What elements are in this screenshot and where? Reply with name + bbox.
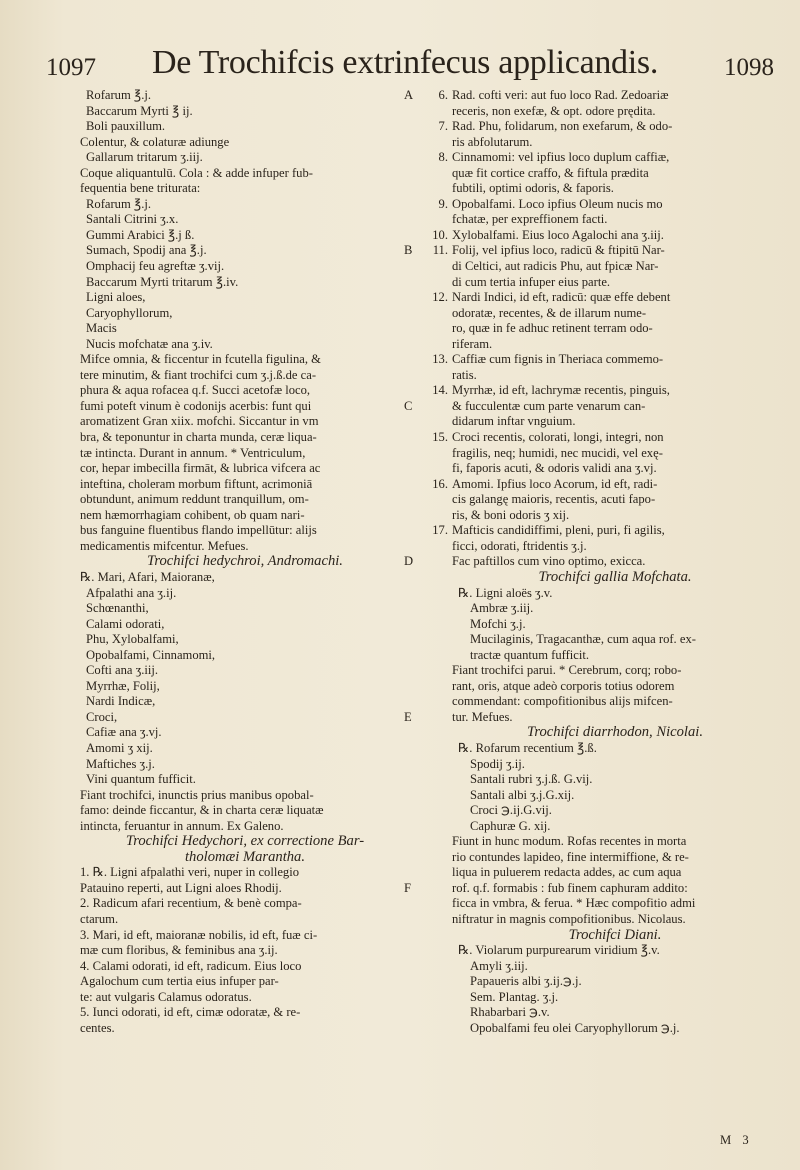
gutter-row xyxy=(404,865,452,881)
left-text-line: Cafiæ ana ʒ.vj. xyxy=(86,725,162,740)
page-number-right: 1098 xyxy=(724,54,774,81)
running-title: De Trochifcis extrinfecus applicandis. xyxy=(152,44,659,81)
gutter-row xyxy=(404,554,452,570)
gutter-row xyxy=(404,617,452,633)
right-text-line: receris, non exefæ, & opt. odore prędita. xyxy=(452,103,656,118)
gutter-row xyxy=(404,243,452,259)
gutter-row xyxy=(404,352,452,368)
gutter-row xyxy=(404,492,452,508)
left-text-line: Mifce omnia, & ficcentur in fcutella figulina, & xyxy=(80,352,321,367)
gutter-row xyxy=(404,290,452,306)
gutter-row xyxy=(404,368,452,384)
left-text-line: aromatizent Gran xiix. mofchi. Siccantur in vm xyxy=(80,414,319,429)
left-text-line: Schœnanthi, xyxy=(86,601,149,616)
gutter-row xyxy=(404,135,452,151)
left-text-line: 3. Mari, id eft, maioranæ nobilis, id eft, fuæ ci- xyxy=(80,927,318,942)
gutter-row xyxy=(404,772,452,788)
section-letter: B xyxy=(404,243,413,258)
right-text-line: Croci recentis, colorati, longi, integri, non xyxy=(452,430,664,445)
right-text-heading: Trochifci gallia Mofchata. xyxy=(538,568,692,585)
right-text-line: Opobalfami feu olei Caryophyllorum ℈.j. xyxy=(470,1020,680,1035)
gutter-row xyxy=(404,259,452,275)
right-text-line: Mucilaginis, Tragacanthæ, cum aqua rof. ex- xyxy=(470,632,696,647)
right-text-line: Mafticis candidiffimi, pleni, puri, fi agilis, xyxy=(452,523,665,538)
left-text-line: Macis xyxy=(86,321,117,336)
gutter-row xyxy=(404,104,452,120)
left-text-line: intincta, feruantur in annum. Ex Galeno. xyxy=(80,818,284,833)
gutter-row xyxy=(404,430,452,446)
right-text-line: fragilis, neq; humidi, nec mucidi, vel exę- xyxy=(452,445,663,460)
right-text-line: Fiunt in hunc modum. Rofas recentes in morta xyxy=(452,834,687,849)
section-letter: D xyxy=(404,554,414,569)
gutter-row xyxy=(404,710,452,726)
left-text-line: Cofti ana ʒ.iij. xyxy=(86,663,159,678)
right-text-line: fi, faporis acuti, & odoris validi ana ʒ.vj. xyxy=(452,461,657,476)
gutter-row xyxy=(404,788,452,804)
item-number: 13. xyxy=(432,352,448,367)
right-text-line: Croci ℈.ij.G.vij. xyxy=(470,803,552,818)
item-number: 10. xyxy=(432,227,448,242)
left-text-line: Sumach, Spodij ana ℥.j. xyxy=(86,243,207,258)
gutter-row xyxy=(404,663,452,679)
right-text-line: Amyli ʒ.iij. xyxy=(470,958,528,973)
right-text-line: odoratæ, recentes, & de illarum nume- xyxy=(452,305,647,320)
right-text-line: Nardi Indici, id eft, radicū: quæ effe debent xyxy=(452,290,671,305)
gutter-row xyxy=(404,819,452,835)
gutter-row xyxy=(404,181,452,197)
left-text-line: Opobalfami, Cinnamomi, xyxy=(86,647,216,662)
right-text-line: rio contundes lapideo, fine intermiffione, & re- xyxy=(452,849,689,864)
right-text-line: Sem. Plantag. ʒ.j. xyxy=(470,989,559,1004)
right-text-line: Ambræ ʒ.iij. xyxy=(470,601,534,616)
right-text-line: riferam. xyxy=(452,336,493,351)
right-text-line: Cinnamomi: vel ipfius loco duplum caffiæ, xyxy=(452,150,670,165)
gutter-row xyxy=(404,741,452,757)
gutter-row xyxy=(404,321,452,337)
item-number: 9. xyxy=(438,196,448,211)
item-number: 8. xyxy=(438,150,448,165)
right-text-line: Caphuræ G. xij. xyxy=(470,818,551,833)
left-text-line: Omphacij feu agreftæ ʒ.vij. xyxy=(86,259,225,274)
gutter-row xyxy=(404,414,452,430)
gutter-row xyxy=(404,523,452,539)
right-text-line: Opobalfami. Loco ipfius Oleum nucis mo xyxy=(452,196,663,211)
gutter-row xyxy=(404,881,452,897)
right-text-line: quæ fit cortice craffo, & fiftula prædita xyxy=(452,165,649,180)
right-text-line: di Celtici, aut radicis Phu, aut fpicæ Nar- xyxy=(452,259,659,274)
item-number: 15. xyxy=(432,430,448,445)
left-text-heading: tholomæi Marantha. xyxy=(185,848,305,865)
right-text-line: Rad. Phu, folidarum, non exefarum, & odo- xyxy=(452,119,673,134)
left-text-heading: Trochifci Hedychori, ex correctione Bar- xyxy=(125,833,365,850)
margin-gutter xyxy=(404,88,452,896)
left-text-line: Phu, Xylobalfami, xyxy=(86,632,179,647)
right-text-line: cis galangę maioris, recentis, acuti fapo- xyxy=(452,492,656,507)
right-text-line: fchatæ, per expreffionem facti. xyxy=(452,212,608,227)
left-text-line: phura & aqua rofacea q.f. Succi acetofæ loco, xyxy=(80,383,311,398)
gutter-row xyxy=(404,461,452,477)
left-text-line: Calami odorati, xyxy=(86,616,165,631)
gutter-row xyxy=(404,694,452,710)
right-text-line: ficci, odorati, ftridentis ʒ.j. xyxy=(452,538,587,553)
gutter-row xyxy=(404,212,452,228)
right-text-line: ratis. xyxy=(452,367,477,382)
left-text-line: cor, hepar imbecilla firmāt, & lubrica vifcera ac xyxy=(80,461,321,476)
left-text-heading: Trochifci hedychroi, Andromachi. xyxy=(147,553,343,570)
left-text-line: 1. ℞. Ligni afpalathi veri, nuper in collegio xyxy=(80,865,300,880)
right-text-line: Rhabarbari ℈.v. xyxy=(470,1005,550,1020)
gutter-row xyxy=(404,586,452,602)
gutter-row xyxy=(404,197,452,213)
left-text-line: famo: deinde ficcantur, & in charta ceræ liquatæ xyxy=(80,803,324,818)
gutter-row xyxy=(404,601,452,617)
section-letter: A xyxy=(404,88,414,102)
right-text-line: ℞. Rofarum recentium ℥.ß. xyxy=(458,740,597,755)
page-number-left: 1097 xyxy=(46,54,96,81)
gutter-row xyxy=(404,834,452,850)
gutter-row xyxy=(404,648,452,664)
gutter-row xyxy=(404,632,452,648)
gutter-row xyxy=(404,119,452,135)
left-text-line: centes. xyxy=(80,1020,115,1035)
item-number: 17. xyxy=(432,523,448,538)
right-text-line: ℞. Ligni aloës ʒ.v. xyxy=(458,585,553,600)
right-text-line: Rad. cofti veri: aut fuo loco Rad. Zedoariæ xyxy=(452,88,669,102)
right-text-line: Caffiæ cum fignis in Theriaca commemo- xyxy=(452,352,664,367)
gutter-row xyxy=(404,228,452,244)
item-number: 7. xyxy=(438,119,448,134)
right-text-line: Myrrhæ, id eft, lachrymæ recentis, pinguis, xyxy=(452,383,670,398)
left-text-line: Rofarum ℥.j. xyxy=(86,88,151,102)
right-text-line: di cum tertia infuper eius parte. xyxy=(452,274,611,289)
running-header xyxy=(46,44,784,88)
left-text-line: Amomi ʒ xij. xyxy=(86,740,153,755)
right-text-line: Folij, vel ipfius loco, radicū & ftipitū Nar- xyxy=(452,243,665,258)
left-text-line: 4. Calami odorati, id eft, radicum. Eius loco xyxy=(80,958,302,973)
gutter-row xyxy=(404,306,452,322)
right-text-line: liqua in puluerem redacta addes, ac cum aqua xyxy=(452,865,682,880)
gutter-row xyxy=(404,757,452,773)
right-text-line: ris, & boni odoris ʒ xij. xyxy=(452,507,570,522)
left-text-line: fequentia bene triturata: xyxy=(80,181,201,196)
left-text-line: Baccarum Myrti tritarum ℥.iv. xyxy=(86,274,239,289)
left-text-line: 2. Radicum afari recentium, & benè compa- xyxy=(80,896,302,911)
section-letter: C xyxy=(404,398,413,413)
left-text-line: Maftiches ʒ.j. xyxy=(86,756,155,771)
right-text-line: commendant: compofitionibus alijs mifcen- xyxy=(452,694,673,709)
gutter-row xyxy=(404,150,452,166)
left-text-line: 5. Iunci odorati, id eft, cimæ odoratæ, & re- xyxy=(80,1005,301,1020)
left-text-line: Patauino reperti, aut Ligni aloes Rhodij. xyxy=(80,880,282,895)
left-text-line: ℞. Mari, Afari, Maioranæ, xyxy=(80,569,215,584)
left-text-line: Nardi Indicæ, xyxy=(86,694,156,709)
right-text-line: Papaueris albi ʒ.ij.℈.j. xyxy=(470,974,582,989)
left-text-line: Agalochum cum tertia eius infuper par- xyxy=(80,974,279,989)
left-text-line: Croci, xyxy=(86,709,118,724)
left-text-line: medicamentis mifcentur. Mefues. xyxy=(80,538,249,553)
left-column xyxy=(80,88,410,1036)
right-text-line: Santali albi ʒ.j.G.xij. xyxy=(470,787,575,802)
right-text-line: ficca in vmbra, & ferua. * Hæc compofitio admi xyxy=(452,896,696,911)
left-text-line: Santali Citrini ʒ.x. xyxy=(86,212,179,227)
right-text-line: tur. Mefues. xyxy=(452,709,513,724)
right-text-line: fubtili, optimi odoris, & faporis. xyxy=(452,181,614,196)
right-text-heading: Trochifci Diani. xyxy=(568,926,662,943)
left-text-line: Rofarum ℥.j. xyxy=(86,196,151,211)
right-text-line: Spodij ʒ.ij. xyxy=(470,756,525,771)
gutter-row xyxy=(404,570,452,586)
gutter-row xyxy=(404,539,452,555)
left-text-line: Nucis mofchatæ ana ʒ.iv. xyxy=(86,336,213,351)
section-letter: F xyxy=(404,880,412,895)
left-text-line: tere minutim, & fiant trochifci cum ʒ.j.ß.de ca- xyxy=(80,367,317,382)
gutter-row xyxy=(404,337,452,353)
left-text-line: fumi poteft vinum è codonijs acerbis: funt qui xyxy=(80,398,312,413)
gutter-row xyxy=(404,477,452,493)
left-text-line: Ligni aloes, xyxy=(86,290,146,305)
left-text-line: Myrrhæ, Folij, xyxy=(86,678,160,693)
gutter-row xyxy=(404,508,452,524)
left-text-line: Coque aliquantulū. Cola : & adde infuper fub- xyxy=(80,165,313,180)
item-number: 12. xyxy=(432,290,448,305)
right-text-line: ris abfolutarum. xyxy=(452,134,533,149)
left-text-line: mæ cum floribus, & feminibus ana ʒ.ij. xyxy=(80,943,278,958)
right-text-line: Fiant trochifci parui. * Cerebrum, corq; robo- xyxy=(452,663,682,678)
right-text-line: & fucculentæ cum parte venarum can- xyxy=(452,398,646,413)
gutter-row xyxy=(404,850,452,866)
right-text-line: rof. q.f. formabis : fub finem caphuram addito: xyxy=(452,880,688,895)
gutter-row xyxy=(404,275,452,291)
left-text-line: Afpalathi ana ʒ.ij. xyxy=(86,585,177,600)
right-text-line: Fac paftillos cum vino optimo, exicca. xyxy=(452,554,646,569)
gutter-row xyxy=(404,166,452,182)
left-text-line: Fiant trochifci, inunctis prius manibus opobal- xyxy=(80,787,314,802)
left-text-line: Gummi Arabici ℥.j ß. xyxy=(86,227,195,242)
left-text-line: bra, & teponuntur in charta munda, ceræ liqua- xyxy=(80,430,317,445)
right-text-line: Santali rubri ʒ.j.ß. G.vij. xyxy=(470,772,593,787)
gutter-row xyxy=(404,725,452,741)
item-number: 6. xyxy=(438,88,448,102)
left-text-line: bus fanguine fluentibus flando impellūtur: alijs xyxy=(80,523,317,538)
item-number: 11. xyxy=(432,243,448,258)
right-text-heading: Trochifci diarrhodon, Nicolai. xyxy=(527,724,703,741)
right-text-line: ℞. Violarum purpurearum viridium ℥.v. xyxy=(458,943,660,958)
left-text-line: obtundunt, animum reddunt tranquillum, om- xyxy=(80,492,309,507)
right-text-line: Xylobalfami. Eius loco Agalochi ana ʒ.iij. xyxy=(452,227,664,242)
right-text-line: rant, oris, atque adeò corporis totius odorem xyxy=(452,678,675,693)
left-text-line: ctarum. xyxy=(80,911,119,926)
right-text-line: niftratur in magnis compofitionibus. Nicolaus. xyxy=(452,911,686,926)
gutter-row xyxy=(404,679,452,695)
left-text-line: inteftina, choleram morbum fiftunt, acrimoniā xyxy=(80,476,313,491)
section-letter: E xyxy=(404,709,412,724)
gutter-row xyxy=(404,399,452,415)
right-text-line: didarum inftar vnguium. xyxy=(452,414,576,429)
left-text-line: te: aut vulgaris Calamus odoratus. xyxy=(80,989,252,1004)
item-number: 14. xyxy=(432,383,448,398)
right-text-line: Amomi. Ipfius loco Acorum, id eft, radi- xyxy=(452,476,658,491)
gutter-row xyxy=(404,383,452,399)
gutter-row xyxy=(404,88,452,104)
right-text-line: Mofchi ʒ.j. xyxy=(470,616,526,631)
gutter-row xyxy=(404,446,452,462)
left-text-line: Colentur, & colaturæ adiunge xyxy=(80,134,230,149)
signature-mark: M 3 xyxy=(720,1133,753,1147)
left-text-line: tæ intincta. Durant in annum. * Ventriculum, xyxy=(80,445,306,460)
left-text-line: nem hæmorrhagiam cohibent, ob quam nari- xyxy=(80,507,305,522)
left-text-line: Boli pauxillum. xyxy=(86,119,166,134)
right-text-line: tractæ quantum fufficit. xyxy=(470,647,590,662)
left-text-line: Caryophyllorum, xyxy=(86,305,173,320)
left-text-line: Vini quantum fufficit. xyxy=(86,772,196,787)
item-number: 16. xyxy=(432,476,448,491)
left-text-line: Gallarum tritarum ʒ.iij. xyxy=(86,150,203,165)
left-text-line: Baccarum Myrti ℥ ij. xyxy=(86,103,193,118)
right-column xyxy=(452,88,778,1036)
gutter-row xyxy=(404,803,452,819)
right-text-line: ro, quæ in fe adhuc retinent terram odo- xyxy=(452,321,653,336)
